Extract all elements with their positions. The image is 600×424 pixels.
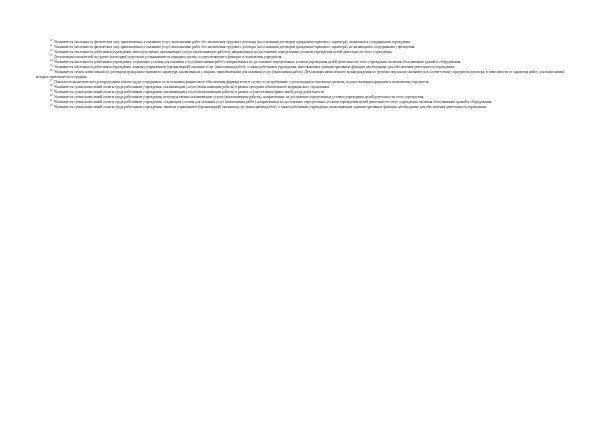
footnote-16 (36, 70, 564, 80)
footnote-text: Указывается численность физических лиц, привлекаемых к оказанию услуг, выполнению работ без заключения трудового договора (на основании договоров гражданско-правового характера), не являющихся сотрудниками учреждения. (54, 45, 416, 49)
footnote-text: Указывается численность работников учреждения, непосредственно оказывающих услуги (выполняющих работы), направленные на достижение определенных уставом учреждения целей деятельности этого учреждения. (54, 50, 393, 54)
footnote-number: 11 (50, 43, 53, 47)
footnote-text: Указывается численность работников учреждения, создающих условия для оказания услуг (выполнения работ), направленных на достижение определенных уставом учреждения целей деятельности этого учреждения, включая обслуживание зданий и оборудования. (54, 60, 462, 64)
footnote-number: 16 (50, 68, 53, 72)
footnote-text: Указывается численность работников учреждения, занятых управлением (организацией) оказания услуг (выполнения работ), а также работников учреждения, выполняющих административные функции, необходимые для обеспечения деятельности учреждения. (54, 65, 455, 69)
footnote-number: 22 (50, 103, 53, 107)
footnote-number: 17 (50, 78, 53, 82)
footnote-text: Указывается численность физических лиц, привлекаемых к оказанию услуг, выполнению работ без заключения трудового договора (на основании договоров гражданско-правового характера), являющихся сотрудниками учреждения. (54, 40, 411, 44)
footnote-text: Указывается сумма начислений оплаты труда работникам учреждения, создающим условия для оказания услуг (выполнения работ), направленных на достижение определенных уставом учреждения целей деятельности этого учреждения, включая обслуживание зданий и оборудования. (54, 100, 493, 104)
footnote-number: 18 (50, 83, 53, 87)
footnote-text: Указывается сумма начислений оплаты труда работникам учреждения, оказывающим услуги (выполняющим работы) в рамках осуществления приносящей доход деятельности. (54, 90, 325, 94)
footnote-text: Показатели аналитического распределения оплаты труда сотрудников по источникам финансового обеспечения формируются в случае, если требование о детализации установлено органом, осуществляющим функции и полномочия учредителя. (54, 80, 430, 84)
footnote-22 (36, 105, 564, 110)
footnote-number: 15 (50, 63, 53, 67)
footnote-text: Указывается сумма начислений оплаты труда работникам учреждения, непосредственно оказывающим услуги (выполняющим работы), направленные на достижение определенных уставом учреждения целей деятельности этого учреждения. (54, 95, 425, 99)
footnote-number: 14 (50, 58, 53, 62)
footnote-number: 13 (50, 53, 53, 57)
footnote-number: 20 (50, 93, 53, 97)
footnote-text: Указывается сумма начислений оплаты труда работникам учреждения, занятым управлением (организацией) оказания услуг (выполнения работ), а также работникам учреждения, выполняющим административные функции, необходимые для обеспечения деятельности учреждения. (54, 105, 487, 109)
footnote-text: Детализация показателей по группе (категории) персонала устанавливается порядком органа, осуществляющего функции и полномочия учредителя. (54, 55, 283, 59)
footnote-number: 21 (50, 98, 53, 102)
footnote-number: 10 (50, 38, 53, 42)
footnote-number: 19 (50, 88, 53, 92)
footnote-number: 12 (50, 48, 53, 52)
footnote-text: Указывается сумма начислений оплаты труда работникам учреждения, оказывающим услуги (выполняющим работы) в рамках программ обязательного медицинского страхования. (54, 85, 330, 89)
footnote-text: Указывается сумма, начисленная по договорам гражданско-правового характера, заключенным с лицами, привлекаемыми для оказания услуг (выполнения работ). Детализация начисленного вознаграждения по группам персонала указывается в соответствии с предметом договора, в зависимости от характера работ, для выполнения которых привлекается сотрудник. (36, 70, 564, 79)
